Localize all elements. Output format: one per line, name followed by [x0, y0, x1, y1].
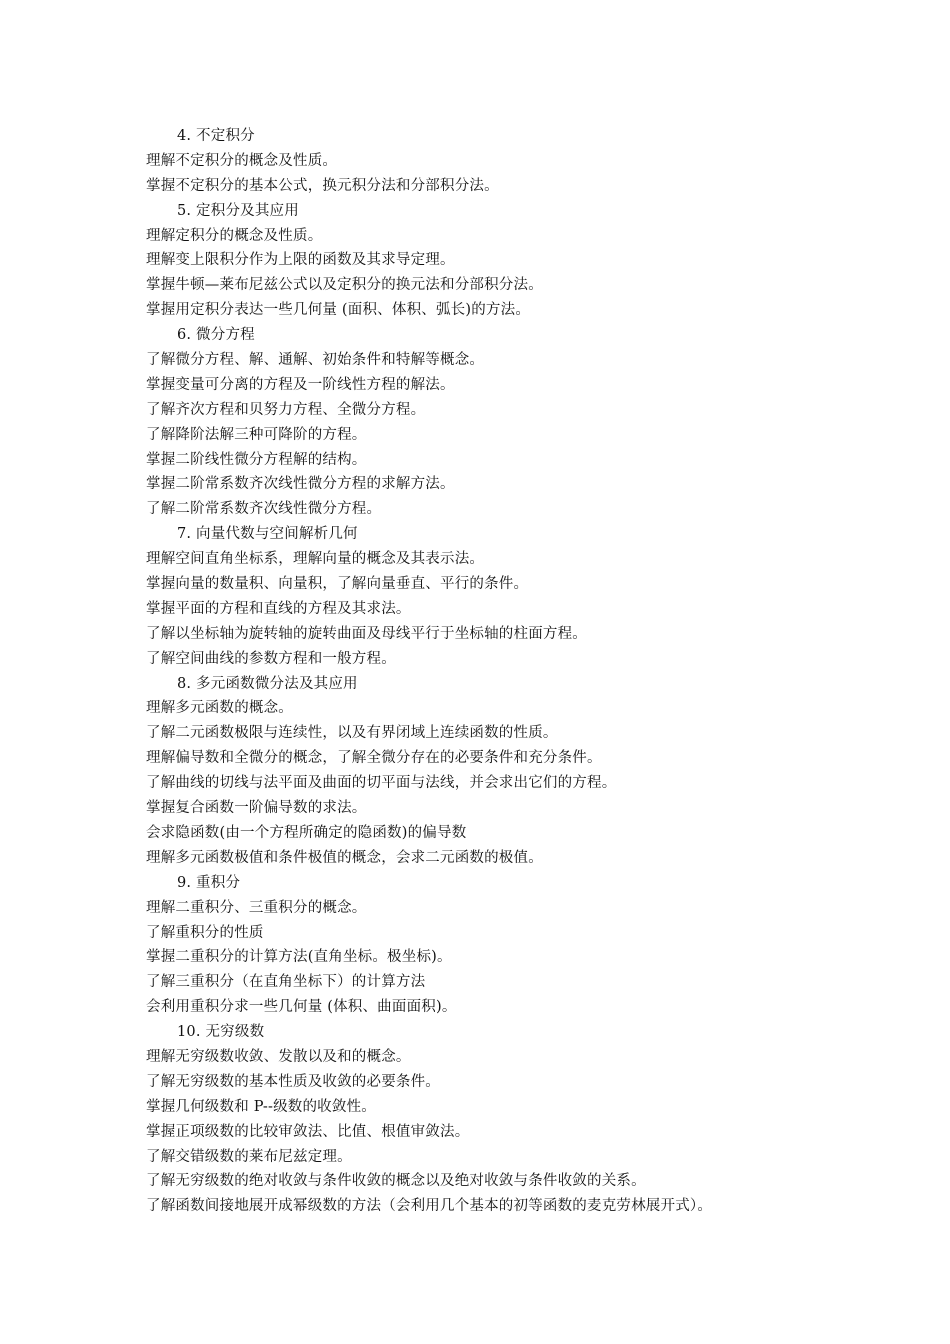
section-heading: 7. 向量代数与空间解析几何 — [177, 526, 358, 543]
syllabus-item: 掌握不定积分的基本公式，换元积分法和分部积分法。 — [146, 177, 499, 194]
syllabus-item: 了解二元函数极限与连续性，以及有界闭域上连续函数的性质。 — [146, 725, 558, 742]
syllabus-item: 理解变上限积分作为上限的函数及其求导定理。 — [146, 252, 455, 269]
syllabus-item: 会求隐函数(由一个方程所确定的隐函数)的偏导数 — [146, 824, 467, 841]
section-heading: 4. 不定积分 — [177, 128, 255, 144]
syllabus-item: 掌握变量可分离的方程及一阶线性方程的解法。 — [146, 376, 455, 393]
syllabus-item: 掌握向量的数量积、向量积，了解向量垂直、平行的条件。 — [146, 576, 529, 593]
syllabus-item: 理解多元函数的概念。 — [146, 700, 293, 717]
syllabus-item: 理解定积分的概念及性质。 — [146, 227, 323, 244]
syllabus-item: 了解齐次方程和贝努力方程、全微分方程。 — [146, 401, 426, 418]
syllabus-item: 理解不定积分的概念及性质。 — [146, 152, 338, 169]
syllabus-item: 掌握正项级数的比较审敛法、比值、根值审敛法。 — [146, 1123, 470, 1140]
syllabus-item: 了解二阶常系数齐次线性微分方程。 — [146, 501, 382, 518]
syllabus-item: 了解函数间接地展开成幂级数的方法（会利用几个基本的初等函数的麦克劳林展开式）。 — [146, 1198, 713, 1215]
syllabus-item: 掌握用定积分表达一些几何量 (面积、体积、弧长)的方法。 — [146, 302, 531, 319]
syllabus-item: 了解重积分的性质 — [146, 924, 264, 941]
syllabus-item: 掌握牛顿—莱布尼兹公式以及定积分的换元法和分部积分法。 — [146, 277, 543, 294]
syllabus-item: 了解曲线的切线与法平面及曲面的切平面与法线，并会求出它们的方程。 — [146, 775, 617, 792]
syllabus-item: 掌握平面的方程和直线的方程及其求法。 — [146, 600, 411, 617]
syllabus-item: 理解无穷级数收敛、发散以及和的概念。 — [146, 1048, 411, 1065]
syllabus-item: 会利用重积分求一些几何量 (体积、曲面面积)。 — [146, 999, 457, 1016]
syllabus-item: 了解降阶法解三种可降阶的方程。 — [146, 426, 367, 443]
syllabus-item: 理解偏导数和全微分的概念，了解全微分存在的必要条件和充分条件。 — [146, 750, 602, 767]
section-heading: 10. 无穷级数 — [177, 1024, 265, 1041]
section-heading: 8. 多元函数微分法及其应用 — [177, 675, 358, 692]
syllabus-item: 掌握几何级数和 P--级数的收敛性。 — [146, 1098, 376, 1115]
section-heading: 9. 重积分 — [177, 874, 241, 891]
syllabus-item: 掌握复合函数一阶偏导数的求法。 — [146, 800, 367, 817]
syllabus-item: 理解多元函数极值和条件极值的概念，会求二元函数的极值。 — [146, 849, 543, 866]
syllabus-item: 理解二重积分、三重积分的概念。 — [146, 899, 367, 916]
document-body — [146, 124, 866, 1219]
syllabus-item: 了解微分方程、解、通解、初始条件和特解等概念。 — [146, 352, 485, 369]
syllabus-item: 了解无穷级数的绝对收敛与条件收敛的概念以及绝对收敛与条件收敛的关系。 — [146, 1173, 646, 1190]
section-heading: 6. 微分方程 — [177, 327, 255, 344]
section-heading: 5. 定积分及其应用 — [177, 202, 299, 219]
syllabus-item: 掌握二重积分的计算方法(直角坐标。极坐标)。 — [146, 949, 452, 966]
syllabus-item: 了解无穷级数的基本性质及收敛的必要条件。 — [146, 1073, 440, 1090]
syllabus-item: 掌握二阶线性微分方程解的结构。 — [146, 451, 367, 468]
syllabus-item: 掌握二阶常系数齐次线性微分方程的求解方法。 — [146, 476, 455, 493]
syllabus-item: 了解交错级数的莱布尼兹定理。 — [146, 1148, 352, 1165]
syllabus-item: 了解三重积分（在直角坐标下）的计算方法 — [146, 974, 426, 991]
syllabus-item: 了解空间曲线的参数方程和一般方程。 — [146, 650, 396, 667]
syllabus-item: 了解以坐标轴为旋转轴的旋转曲面及母线平行于坐标轴的柱面方程。 — [146, 625, 587, 642]
syllabus-item: 理解空间直角坐标系，理解向量的概念及其表示法。 — [146, 551, 485, 568]
